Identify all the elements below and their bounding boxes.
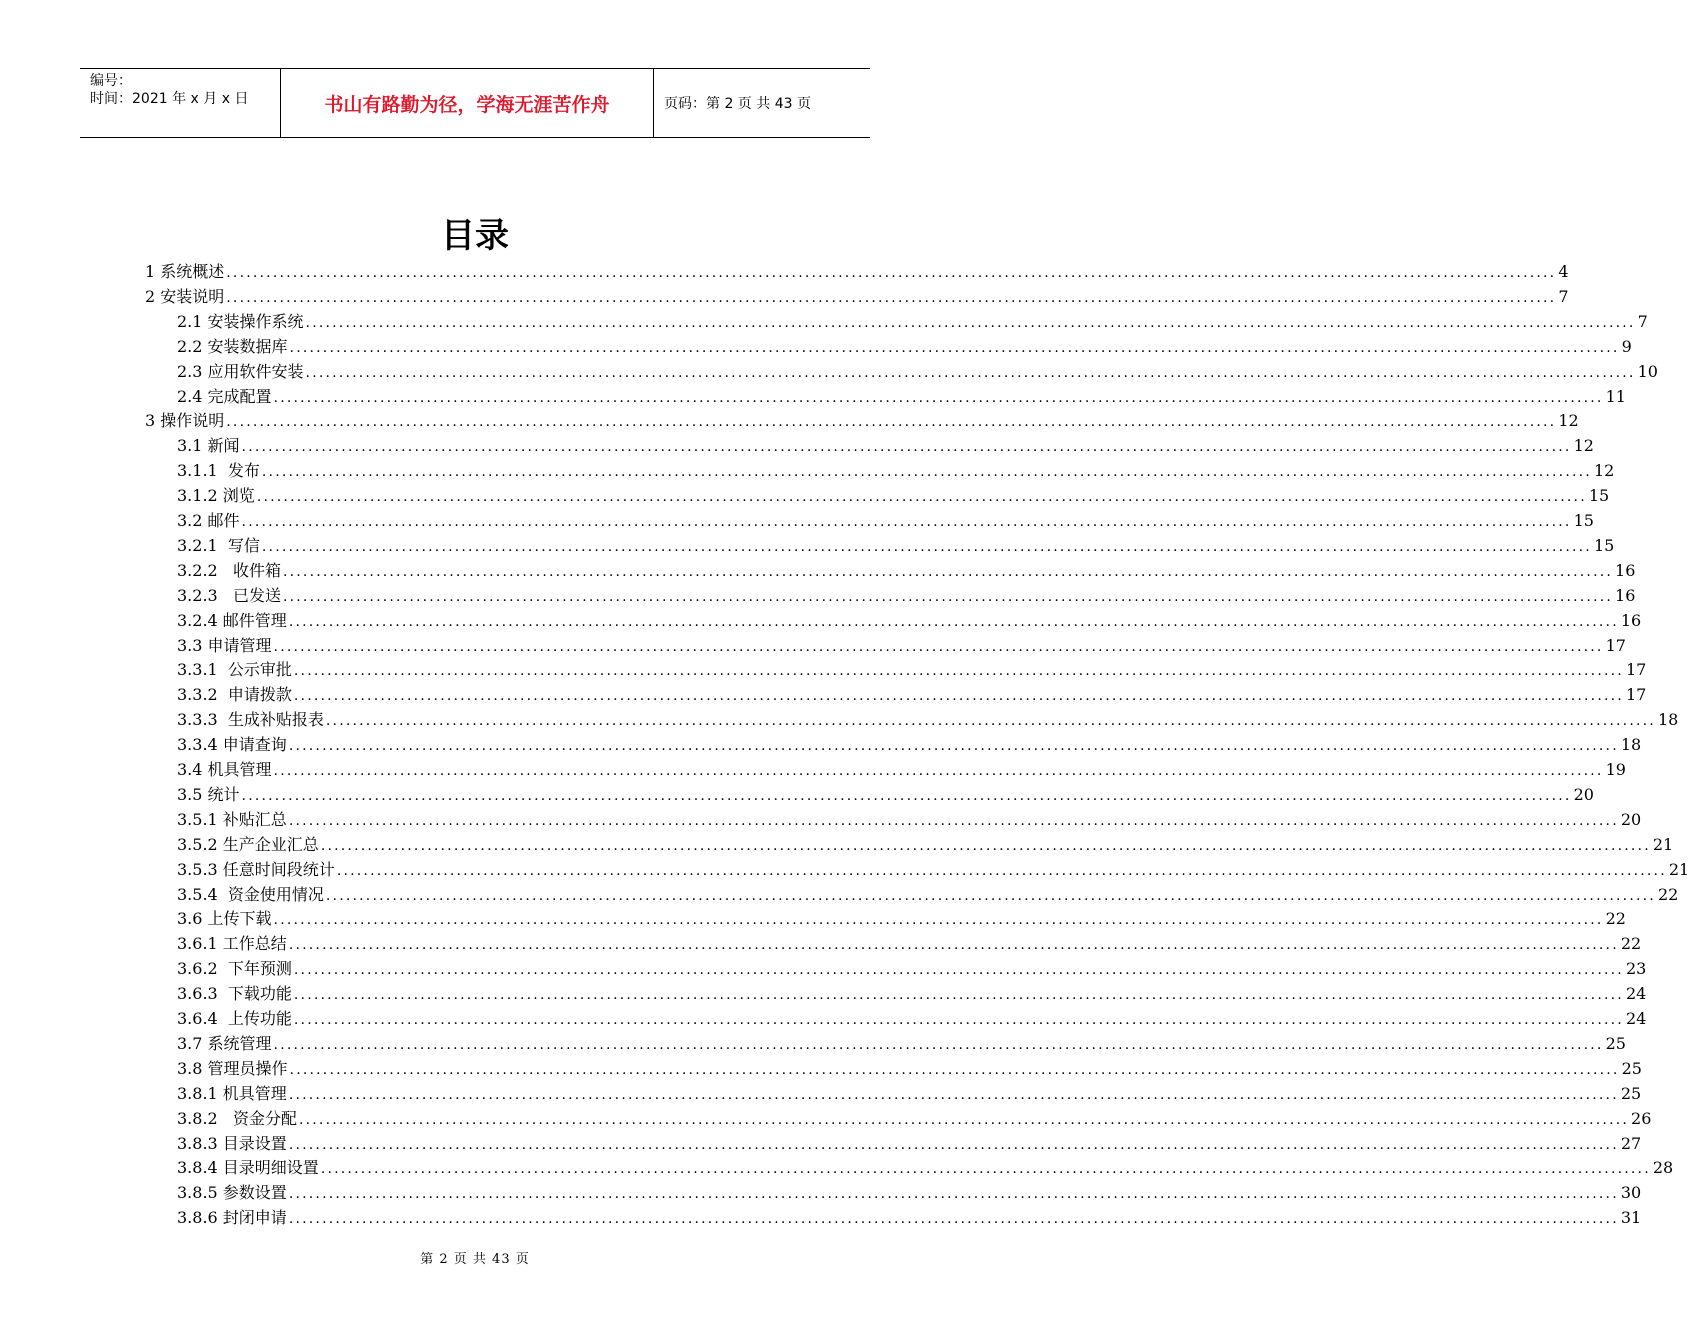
toc-entry[interactable] <box>177 1032 1626 1056</box>
document-number-label: 编号： <box>90 73 132 89</box>
toc-entry-page: 31 <box>1620 1208 1642 1228</box>
toc-leader-dots: ........................................................................................................................................................................................................ <box>288 738 1619 755</box>
toc-leader-dots: ........................................................................................................................................................................................................ <box>241 514 1572 530</box>
toc-entry-label: 3.5 统计 <box>177 784 240 804</box>
toc-entry[interactable] <box>177 758 1626 782</box>
toc-entry-label: 2.3 应用软件安装 <box>177 361 304 381</box>
toc-leader-dots: ........................................................................................................................................................................................................ <box>273 912 1604 929</box>
header-page-info: 页码：第 2 页 共 43 页 <box>664 96 811 112</box>
toc-entry-page: 19 <box>1605 760 1626 779</box>
toc-entry-label: 3.1.1 发布 <box>177 461 260 481</box>
toc-leader-dots: ........................................................................................................................................................................................................ <box>288 1136 1619 1153</box>
toc-entry[interactable] <box>177 434 1594 458</box>
toc-entry-label: 3.3.2 申请拨款 <box>177 685 292 705</box>
toc-entry[interactable] <box>145 260 1569 284</box>
toc-entry[interactable] <box>177 907 1626 931</box>
document-time: 时间：2021 年 x 月 x 日 <box>90 91 249 107</box>
toc-leader-dots: ........................................................................................................................................................................................................ <box>261 538 1592 555</box>
toc-leader-dots: ........................................................................................................................................................................................................ <box>273 389 1604 406</box>
toc-entry[interactable] <box>145 285 1569 309</box>
toc-leader-dots: ........................................................................................................................................................................................................ <box>282 588 1614 605</box>
toc-entry-page: 15 <box>1593 535 1615 555</box>
toc-entry-label: 3.2.3 已发送 <box>177 585 281 605</box>
toc-entry-label: 3.6 上传下载 <box>177 909 272 929</box>
toc-entry[interactable] <box>177 534 1615 558</box>
toc-entry-label: 3.5.4 资金使用情况 <box>177 884 324 904</box>
toc-entry-page: 16 <box>1620 610 1642 630</box>
toc-leader-dots: ........................................................................................................................................................................................................ <box>293 688 1624 705</box>
toc-leader-dots: ........................................................................................................................................................................................................ <box>288 1086 1619 1103</box>
toc-leader-dots: ........................................................................................................................................................................................................ <box>288 1186 1619 1203</box>
toc-entry-page: 4 <box>1558 262 1569 281</box>
toc-entry-page: 7 <box>1637 311 1648 331</box>
page-header <box>80 68 870 138</box>
toc-entry-page: 22 <box>1620 934 1642 954</box>
toc-entry[interactable] <box>177 783 1594 807</box>
toc-entry[interactable] <box>177 683 1647 707</box>
toc-entry[interactable] <box>177 932 1642 956</box>
toc-entry-label: 3 操作说明 <box>145 411 225 431</box>
toc-entry-page: 15 <box>1573 511 1594 530</box>
toc-leader-dots: ........................................................................................................................................................................................................ <box>336 862 1667 879</box>
toc-leader-dots: ........................................................................................................................................................................................................ <box>325 713 1656 730</box>
toc-entry[interactable] <box>177 1206 1642 1230</box>
toc-entry[interactable] <box>177 957 1647 981</box>
toc-entry-label: 3.5.2 生产企业汇总 <box>177 834 319 854</box>
toc-entry[interactable] <box>177 1057 1642 1081</box>
toc-leader-dots: ........................................................................................................................................................................................................ <box>305 314 1636 331</box>
toc-leader-dots: ........................................................................................................................................................................................................ <box>288 1211 1619 1228</box>
toc-entry-page: 25 <box>1620 1083 1642 1103</box>
toc-leader-dots: ........................................................................................................................................................................................................ <box>288 937 1619 954</box>
toc-entry-label: 3.1.2 浏览 <box>177 486 255 506</box>
toc-entry-page: 10 <box>1637 361 1658 381</box>
toc-entry[interactable] <box>177 1156 1674 1180</box>
toc-leader-dots: ........................................................................................................................................................................................................ <box>282 563 1614 580</box>
toc-entry[interactable] <box>177 459 1615 483</box>
toc-entry[interactable] <box>177 1082 1642 1106</box>
toc-entry[interactable] <box>177 808 1642 832</box>
header-motto: 书山有路勤为径，学海无涯苦作舟 <box>281 69 654 137</box>
toc-entry[interactable] <box>177 982 1647 1006</box>
toc-entry-page: 22 <box>1605 909 1626 929</box>
toc-leader-dots: ........................................................................................................................................................................................................ <box>288 812 1619 829</box>
toc-entry-page: 24 <box>1625 984 1647 1004</box>
toc-entry[interactable] <box>177 559 1636 583</box>
toc-leader-dots: ........................................................................................................................................................................................................ <box>320 1161 1651 1178</box>
toc-leader-dots: ........................................................................................................................................................................................................ <box>273 763 1604 779</box>
toc-entry[interactable] <box>177 335 1632 359</box>
toc-leader-dots: ........................................................................................................................................................................................................ <box>226 414 1557 431</box>
toc-entry-page: 27 <box>1620 1133 1642 1153</box>
toc-entry[interactable] <box>177 385 1626 409</box>
toc-entry-label: 3.3.1 公示审批 <box>177 660 292 680</box>
toc-entry-label: 2 安装说明 <box>145 286 225 306</box>
toc-leader-dots: ........................................................................................................................................................................................................ <box>289 1061 1620 1078</box>
toc-entry-page: 22 <box>1657 884 1679 904</box>
toc-entry[interactable] <box>177 584 1636 608</box>
toc-leader-dots: ........................................................................................................................................................................................................ <box>289 339 1620 356</box>
toc-entry-page: 18 <box>1620 735 1642 755</box>
toc-entry-label: 3.2.4 邮件管理 <box>177 610 287 630</box>
toc-entry-label: 1 系统概述 <box>145 262 225 281</box>
toc-entry-page: 17 <box>1605 635 1626 655</box>
toc-entry[interactable] <box>177 360 1658 384</box>
toc-entry-label: 3.3.4 申请查询 <box>177 735 287 755</box>
toc-entry-label: 3.6.3 下载功能 <box>177 984 292 1004</box>
toc-entry-label: 3.8 管理员操作 <box>177 1058 288 1078</box>
toc-entry[interactable] <box>145 409 1579 433</box>
toc-entry-page: 24 <box>1625 1009 1647 1028</box>
toc-entry-page: 28 <box>1652 1158 1674 1178</box>
header-meta <box>80 69 281 137</box>
toc-leader-dots: ........................................................................................................................................................................................................ <box>273 1036 1604 1053</box>
toc-leader-dots: ........................................................................................................................................................................................................ <box>288 613 1619 630</box>
toc-entry-page: 12 <box>1573 436 1594 456</box>
toc-entry-page: 20 <box>1573 784 1594 804</box>
toc-entry[interactable] <box>177 310 1648 334</box>
toc-entry-page: 16 <box>1615 585 1636 605</box>
toc-entry-label: 3.2.2 收件箱 <box>177 560 281 580</box>
toc-entry-page: 12 <box>1593 461 1615 481</box>
toc-entry-label: 3.8.3 目录设置 <box>177 1133 287 1153</box>
toc-entry-page: 15 <box>1588 486 1610 506</box>
toc-entry-label: 3.2 邮件 <box>177 511 240 530</box>
toc-entry-label: 3.8.4 目录明细设置 <box>177 1158 319 1178</box>
toc-leader-dots: ........................................................................................................................................................................................................ <box>241 787 1572 804</box>
toc-leader-dots: ........................................................................................................................................................................................................ <box>298 1111 1630 1128</box>
toc-entry-label: 3.3.3 生成补贴报表 <box>177 710 324 730</box>
toc-entry-page: 20 <box>1620 809 1642 829</box>
toc-leader-dots: ........................................................................................................................................................................................................ <box>305 364 1636 381</box>
toc-entry-label: 2.1 安装操作系统 <box>177 311 304 331</box>
toc-entry-page: 26 <box>1631 1108 1652 1128</box>
toc-entry-label: 3.8.2 资金分配 <box>177 1108 297 1128</box>
page-footer: 第 2 页 共 43 页 <box>420 1252 530 1267</box>
toc-entry-page: 30 <box>1620 1183 1642 1203</box>
toc-entry-label: 3.5.3 任意时间段统计 <box>177 859 335 879</box>
toc-entry-label: 3.8.5 参数设置 <box>177 1183 287 1203</box>
toc-entry-label: 3.5.1 补贴汇总 <box>177 809 287 829</box>
toc-entry-page: 17 <box>1625 660 1647 680</box>
toc-entry-label: 3.6.1 工作总结 <box>177 934 287 954</box>
toc-entry[interactable] <box>177 1181 1642 1205</box>
toc-entry-page: 9 <box>1621 336 1632 356</box>
toc-leader-dots: ........................................................................................................................................................................................................ <box>293 1012 1624 1028</box>
toc-entry-label: 2.2 安装数据库 <box>177 336 288 356</box>
toc-entry-page: 11 <box>1605 386 1626 406</box>
toc-entry[interactable] <box>177 858 1689 882</box>
toc-leader-dots: ........................................................................................................................................................................................................ <box>226 289 1557 306</box>
toc-leader-dots: ........................................................................................................................................................................................................ <box>241 439 1572 456</box>
toc-entry[interactable] <box>177 634 1626 658</box>
toc-leader-dots: ........................................................................................................................................................................................................ <box>293 987 1624 1004</box>
toc-entry-label: 3.6.2 下年预测 <box>177 959 292 979</box>
toc-entry-page: 25 <box>1605 1033 1626 1053</box>
page-title: 目录 <box>441 216 509 256</box>
toc-entry[interactable] <box>177 658 1647 682</box>
toc-entry[interactable] <box>177 484 1610 508</box>
toc-entry-label: 3.7 系统管理 <box>177 1033 272 1053</box>
toc-entry-page: 18 <box>1657 710 1679 730</box>
toc-leader-dots: ........................................................................................................................................................................................................ <box>320 837 1651 854</box>
toc-leader-dots: ........................................................................................................................................................................................................ <box>256 489 1587 506</box>
toc-entry-page: 21 <box>1668 859 1689 879</box>
toc-entry-page: 7 <box>1558 286 1569 306</box>
toc-entry-label: 2.4 完成配置 <box>177 386 272 406</box>
toc-entry-label: 3.4 机具管理 <box>177 760 272 779</box>
toc-entry-label: 3.6.4 上传功能 <box>177 1009 292 1028</box>
toc-leader-dots: ........................................................................................................................................................................................................ <box>293 962 1624 979</box>
toc-entry[interactable] <box>177 609 1642 633</box>
toc-leader-dots: ........................................................................................................................................................................................................ <box>261 464 1592 481</box>
toc-leader-dots: ........................................................................................................................................................................................................ <box>273 638 1604 655</box>
toc-entry[interactable] <box>177 1132 1642 1156</box>
toc-entry[interactable] <box>177 509 1594 533</box>
toc-entry-page: 25 <box>1621 1058 1642 1078</box>
toc-entry[interactable] <box>177 833 1674 857</box>
toc-entry-page: 12 <box>1558 411 1579 431</box>
toc-leader-dots: ........................................................................................................................................................................................................ <box>325 887 1656 904</box>
toc-leader-dots: ........................................................................................................................................................................................................ <box>293 663 1624 680</box>
toc-entry-label: 3.8.6 封闭申请 <box>177 1208 287 1228</box>
toc-entry[interactable] <box>177 883 1679 907</box>
toc-leader-dots: ........................................................................................................................................................................................................ <box>226 265 1557 281</box>
toc-entry[interactable] <box>177 1107 1652 1131</box>
toc-entry[interactable] <box>177 708 1679 732</box>
toc-entry-label: 3.3 申请管理 <box>177 635 272 655</box>
toc-entry[interactable] <box>177 1007 1647 1031</box>
toc-entry-page: 16 <box>1615 560 1636 580</box>
toc-entry-page: 17 <box>1625 685 1647 705</box>
toc-entry-label: 3.2.1 写信 <box>177 535 260 555</box>
toc-entry-page: 23 <box>1625 959 1647 979</box>
toc-entry[interactable] <box>177 733 1642 757</box>
toc-entry-label: 3.1 新闻 <box>177 436 240 456</box>
toc-entry-label: 3.8.1 机具管理 <box>177 1083 287 1103</box>
toc-entry-page: 21 <box>1652 834 1674 854</box>
